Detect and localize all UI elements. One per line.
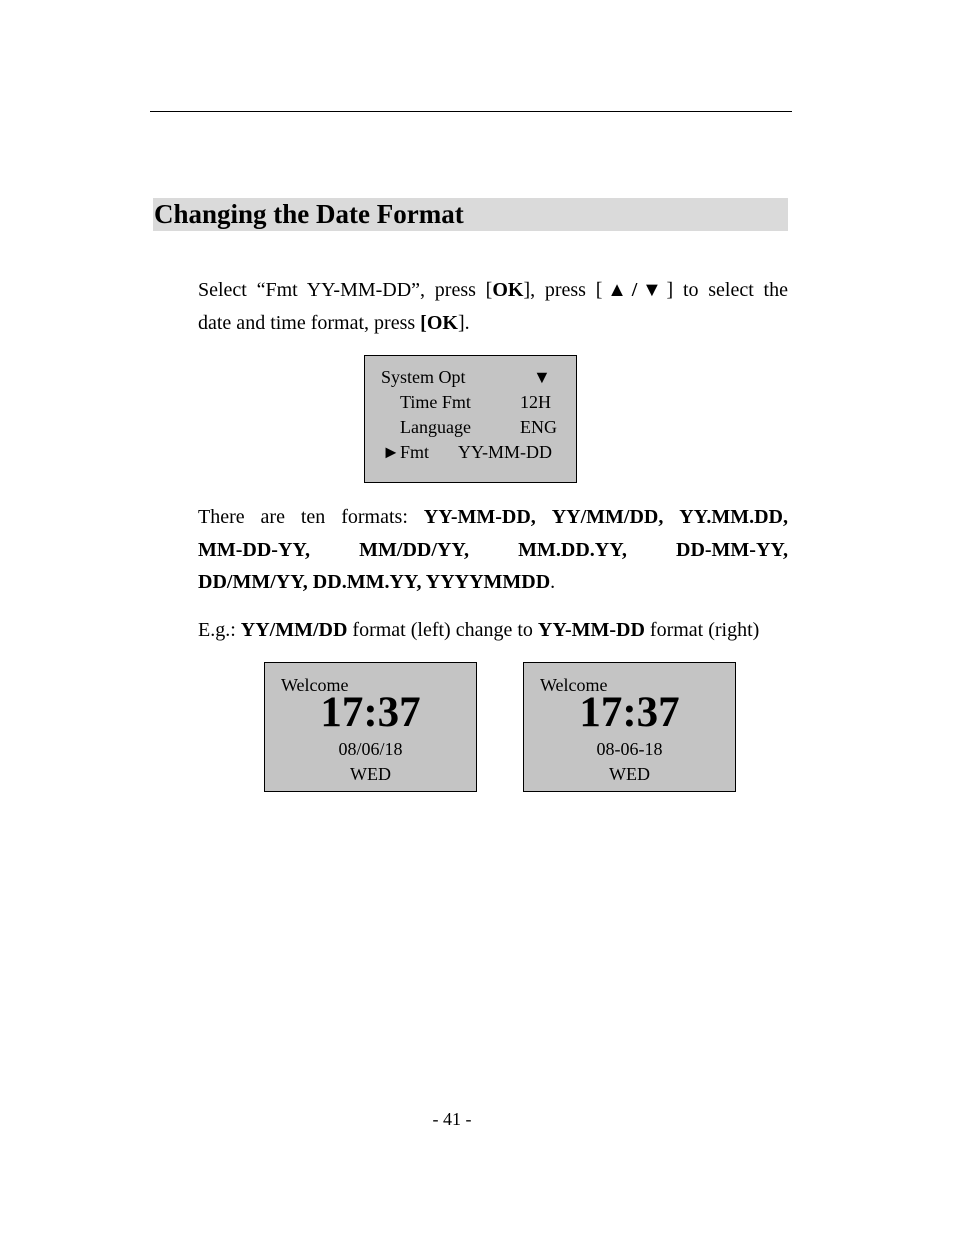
instruction-paragraph — [198, 274, 788, 339]
instruction-text: ]. — [457, 311, 470, 334]
welcome-text: Welcome — [540, 675, 608, 695]
format-item: MM.DD.YY, — [518, 538, 627, 561]
menu-item-fmt-label: Fmt — [400, 442, 430, 462]
format-item: MM/DD/YY, — [359, 538, 469, 561]
format-item: YY/MM/DD, — [551, 506, 664, 528]
ok-key-label: OK — [492, 279, 524, 301]
menu-item-language-label: Language — [400, 417, 471, 437]
example-middle: format (left) change to — [347, 619, 538, 641]
scroll-down-icon: ▼ — [533, 367, 551, 387]
formats-paragraph — [198, 501, 788, 599]
menu-item-language-value: ENG — [520, 417, 557, 437]
welcome-screen-before — [264, 662, 477, 792]
menu-item-fmt-value: YY-MM-DD — [458, 442, 552, 462]
section-title: Changing the Date Format — [154, 199, 464, 229]
clock-date: 08-06-18 — [596, 739, 663, 759]
instruction-text: date and time format, press — [198, 311, 421, 334]
format-item: YY.MM.DD, — [679, 506, 788, 528]
format-item: DD-MM-YY, — [676, 538, 789, 561]
menu-item-time-fmt-value: 12H — [520, 392, 551, 412]
formats-line-3 — [198, 566, 788, 599]
formats-line-1 — [198, 501, 788, 534]
example-prefix: E.g.: — [198, 619, 241, 641]
example-suffix: format (right) — [644, 619, 760, 641]
instruction-text: Select “Fmt YY-MM-DD”, press [ — [198, 279, 493, 301]
example-from-format: YY/MM/DD — [240, 619, 348, 641]
menu-title: System Opt — [381, 367, 466, 387]
clock-time: 17:37 — [579, 689, 680, 736]
clock-day: WED — [609, 764, 650, 784]
selection-pointer-icon: ► — [382, 442, 400, 462]
instruction-line-2 — [198, 307, 788, 340]
formats-intro: There are ten formats: — [198, 506, 424, 528]
formats-line-2 — [198, 534, 788, 567]
clock-day: WED — [350, 764, 391, 784]
system-options-screen — [364, 355, 577, 483]
instruction-text: ], press [ — [523, 279, 603, 301]
page-number: - 41 - — [432, 1109, 472, 1129]
menu-item-time-fmt-label: Time Fmt — [400, 392, 471, 412]
instruction-text: ] to select the — [666, 279, 788, 301]
ok-key-label: [OK — [420, 311, 458, 334]
section-heading — [153, 198, 788, 231]
up-down-keys-label: ▲/▼ — [602, 279, 667, 301]
format-item: DD/MM/YY, DD.MM.YY, YYYYMMDD — [198, 571, 551, 593]
example-paragraph — [198, 614, 788, 647]
instruction-line-1 — [198, 274, 788, 307]
example-line — [198, 614, 788, 647]
formats-end: . — [550, 571, 556, 593]
clock-date: 08/06/18 — [338, 739, 403, 759]
clock-time: 17:37 — [320, 689, 421, 736]
welcome-screen-after — [523, 662, 736, 792]
format-item: YY-MM-DD, — [423, 506, 536, 528]
header-rule — [150, 111, 792, 112]
example-to-format: YY-MM-DD — [537, 619, 645, 641]
format-item: MM-DD-YY, — [198, 538, 311, 561]
welcome-text: Welcome — [281, 675, 349, 695]
